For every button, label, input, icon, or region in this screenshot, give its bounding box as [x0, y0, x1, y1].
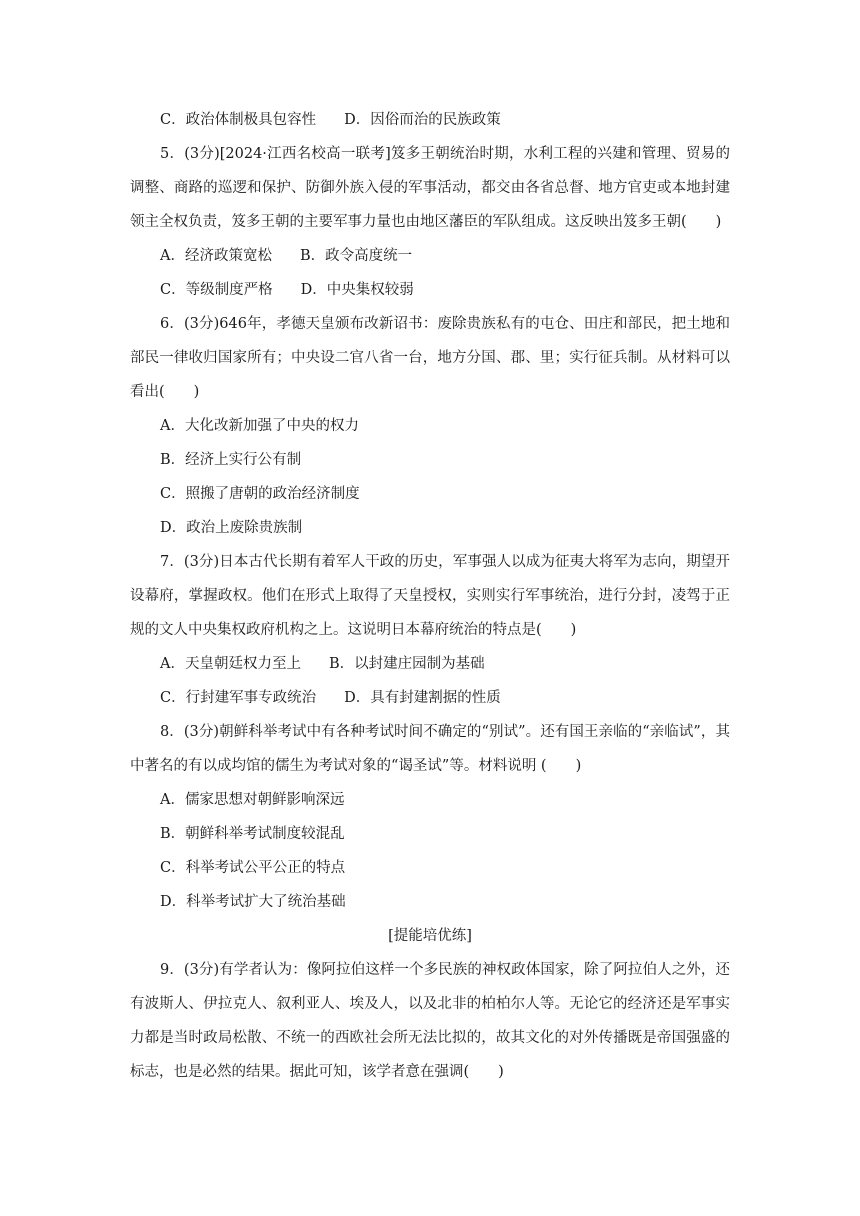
q6-option-a[interactable]: A．大化改新加强了中央的权力: [160, 418, 359, 434]
q4-options-row: [130, 103, 730, 137]
question-content: [130, 103, 730, 1089]
q5-stem: 5．(3分)[2024·江西名校高一联考]笈多王朝统治时期，水利工程的兴建和管理、贸易的调整、商路的巡逻和保护、防御外族入侵的军事活动，都交由各省总督、地方官吏或本地封建领主全权负责，笈多王朝的主要军事力量也由地区藩臣的军队组成。这反映出笈多王朝( ): [130, 146, 730, 230]
q8-stem: 8．(3分)朝鲜科举考试中有各种考试时间不确定的“别试”。还有国王亲临的“亲临试”，其中著名的有以成均馆的儒生为考试对象的“谒圣试”等。材料说明 ( ): [130, 724, 730, 774]
q4-option-c[interactable]: C．政治体制极具包容性: [160, 112, 317, 128]
q8-option-a[interactable]: A．儒家思想对朝鲜影响深远: [160, 792, 345, 808]
q8-option-b[interactable]: B．朝鲜科举考试制度较混乱: [160, 826, 345, 842]
q9-stem: 9．(3分)有学者认为：像阿拉伯这样一个多民族的神权政体国家，除了阿拉伯人之外，还有波斯人、伊拉克人、叙利亚人、埃及人，以及北非的柏柏尔人等。无论它的经济还是军事实力都是当时政局松散、不统一的西欧社会所无法比拟的，故其文化的对外传播既是帝国强盛的标志，也是必然的结果。据此可知，该学者意在强调( ): [130, 962, 730, 1080]
q5-option-d[interactable]: D．中央集权较弱: [300, 282, 414, 298]
q7-options-row-2: [130, 681, 730, 715]
q6-stem: 6．(3分)646年，孝德天皇颁布改新诏书：废除贵族私有的屯仓、田庄和部民，把土地和部民一律收归国家所有；中央设二官八省一台，地方分国、郡、里；实行征兵制。从材料可以看出( ): [130, 316, 730, 400]
q7-stem: 7．(3分)日本古代长期有着军人干政的历史，军事强人以成为征夷大将军为志向，期望开设幕府，掌握政权。他们在形式上取得了天皇授权，实则实行军事统治，进行分封，凌驾于正规的文人中央集权政府机构之上。这说明日本幕府统治的特点是( ): [130, 554, 730, 638]
q6-option-b[interactable]: B．经济上实行公有制: [160, 452, 302, 468]
q6-option-c[interactable]: C．照搬了唐朝的政治经济制度: [160, 486, 360, 502]
section-title: [提能培优练]: [388, 928, 472, 944]
q8-option-c[interactable]: C．科举考试公平公正的特点: [160, 860, 346, 876]
q5-options-row-2: [130, 273, 730, 307]
q7-options-row-1: [130, 647, 730, 681]
q5-options-row-1: [130, 239, 730, 273]
q6-option-d[interactable]: D．政治上废除贵族制: [160, 520, 303, 536]
q5-option-a[interactable]: A．经济政策宽松: [160, 248, 272, 264]
q8-option-d[interactable]: D．科举考试扩大了统治基础: [160, 894, 346, 910]
q5-option-c[interactable]: C．等级制度严格: [160, 282, 273, 298]
q4-option-d[interactable]: D．因俗而治的民族政策: [344, 112, 501, 128]
q7-option-d[interactable]: D．具有封建割据的性质: [344, 690, 501, 706]
q7-option-c[interactable]: C．行封建军事专政统治: [160, 690, 317, 706]
q7-option-b[interactable]: B．以封建庄园制为基础: [328, 656, 485, 672]
q7-option-a[interactable]: A．天皇朝廷权力至上: [160, 656, 301, 672]
q5-option-b[interactable]: B．政令高度统一: [299, 248, 413, 264]
